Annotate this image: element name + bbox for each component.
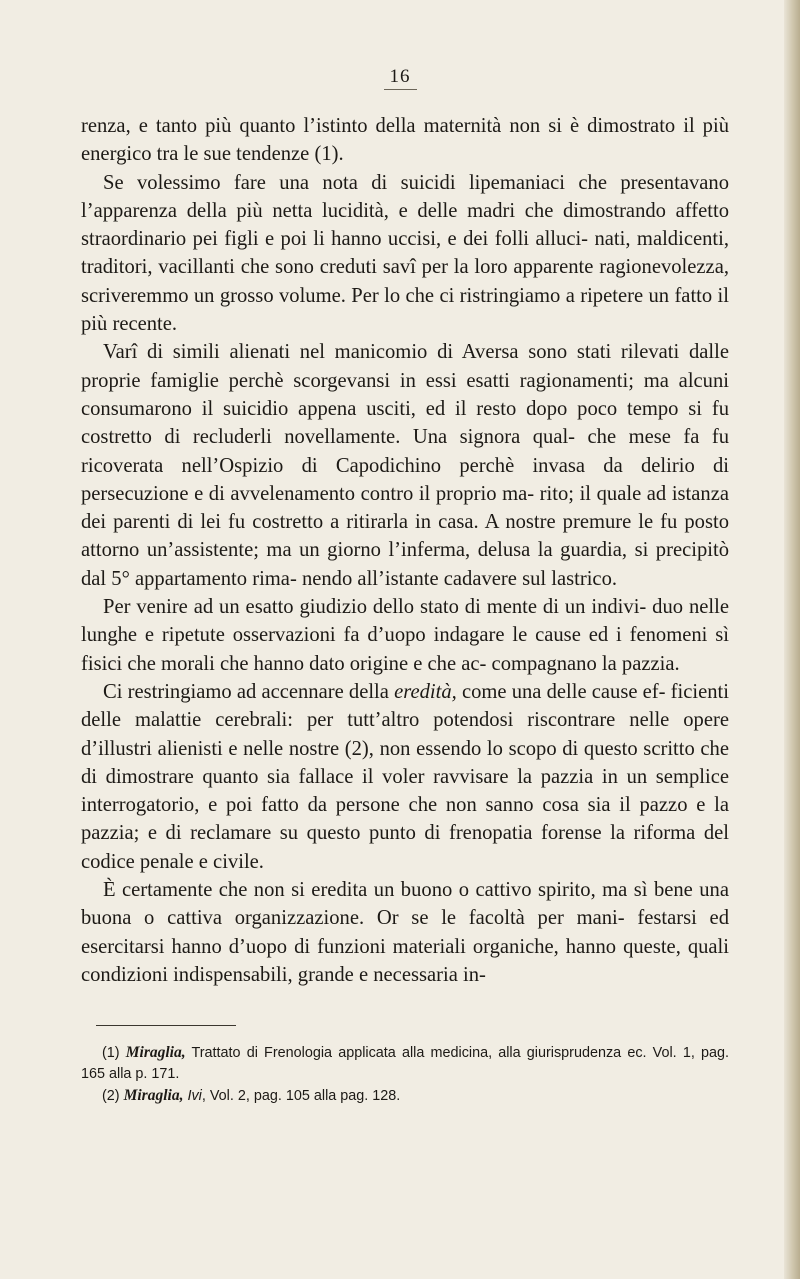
footnote-1 [81, 1042, 729, 1085]
footnotes [81, 1042, 729, 1107]
footnote-2-text: , Vol. 2, pag. 105 alla pag. 128. [201, 1088, 401, 1104]
page-edge-shadow [784, 0, 800, 1279]
footnote-2-author: Miraglia, [123, 1087, 184, 1104]
footnote-2 [81, 1085, 729, 1107]
body-text [81, 112, 729, 989]
footnote-2-ivi: Ivi [187, 1088, 202, 1104]
footnote-1-marker: (1) [102, 1045, 120, 1061]
emphasis-eredita: eredità, [394, 680, 457, 703]
paragraph-4: Per venire ad un esatto giudizio dello stato di mente di un indivi- duo nelle lunghe e ripetute osservazioni fa d’uopo indagare le cause ed i fenomeni sì fisici che morali che hanno dato origine e che ac- compagnano la pazzia. [81, 596, 729, 675]
footnote-divider [96, 1025, 236, 1026]
paragraph-5-rest: come una delle cause ef- ficienti delle malattie cerebrali: per tutt’altro potendosi riscontrare nelle opere d’illustri alienisti e nelle nostre (2), non essendo lo scopo di questo scritto che di dimostrare quanto sia fallace il voler ravvisare la pazzia in un semplice interrogatorio, e poi fatto da persone che non sanno cosa sia il pazzo e la pazzia; e di reclamare su questo punto di frenopatia forense la riforma del codice penale e civile. [81, 680, 729, 873]
paragraph-1: renza, e tanto più quanto l’istinto della maternità non si è dimostrato il più energico tra le sue tendenze (1). [81, 115, 729, 166]
page-number-text: 16 [384, 66, 417, 90]
paragraph-5-start: Ci restringiamo ad accennare della [103, 680, 395, 703]
paragraph-3: Varî di simili alienati nel manicomio di Aversa sono stati rilevati dalle proprie famiglie perchè scorgevansi in essi esatti ragionamenti; ma alcuni consumarono il suicidio appena usciti, ed il resto dopo poco tempo si fu costretto di recluderli novellamente. Una signora qual- che mese fa fu ricoverata nell’Ospizio di Capodichino perchè invasa da delirio di persecuzione e di avvelenamento contro il proprio ma- rito; il quale ad istanza dei parenti di lei fu costretto a ritirarla in casa. A nostre premure le fu posto attorno un’assistente; ma un giorno l’inferma, delusa la guardia, si precipitò dal 5° appartamento rima- nendo all’istante cadavere sul lastrico. [81, 341, 729, 590]
paragraph-2: Se volessimo fare una nota di suicidi lipemaniaci che presentavano l’apparenza della più netta lucidità, e delle madri che dimostrando affetto straordinario pei figli e poi li hanno uccisi, e dei folli alluci- nati, maldicenti, traditori, vacillanti che sono creduti savî per la loro apparente ragionevolezza, scriveremmo un grosso volume. Per lo che ci ristringiamo a ripetere un fatto il più recente. [81, 171, 729, 336]
footnote-1-author: Miraglia, [125, 1044, 186, 1061]
paragraph-5 [81, 678, 729, 876]
footnote-1-text: Trattato di Frenologia applicata alla medicina, alla giurisprudenza ec. Vol. 1, pag. 165 alla p. 171. [81, 1045, 729, 1082]
footnote-2-marker: (2) [102, 1088, 120, 1104]
page-number [0, 66, 800, 90]
paragraph-6: È certamente che non si eredita un buono o cattivo spirito, ma sì bene una buona o cattiva organizzazione. Or se le facoltà per mani- festarsi ed esercitarsi hanno d’uopo di funzioni materiali organiche, hanno queste, quali condizioni indispensabili, grande e necessaria in- [81, 879, 729, 986]
